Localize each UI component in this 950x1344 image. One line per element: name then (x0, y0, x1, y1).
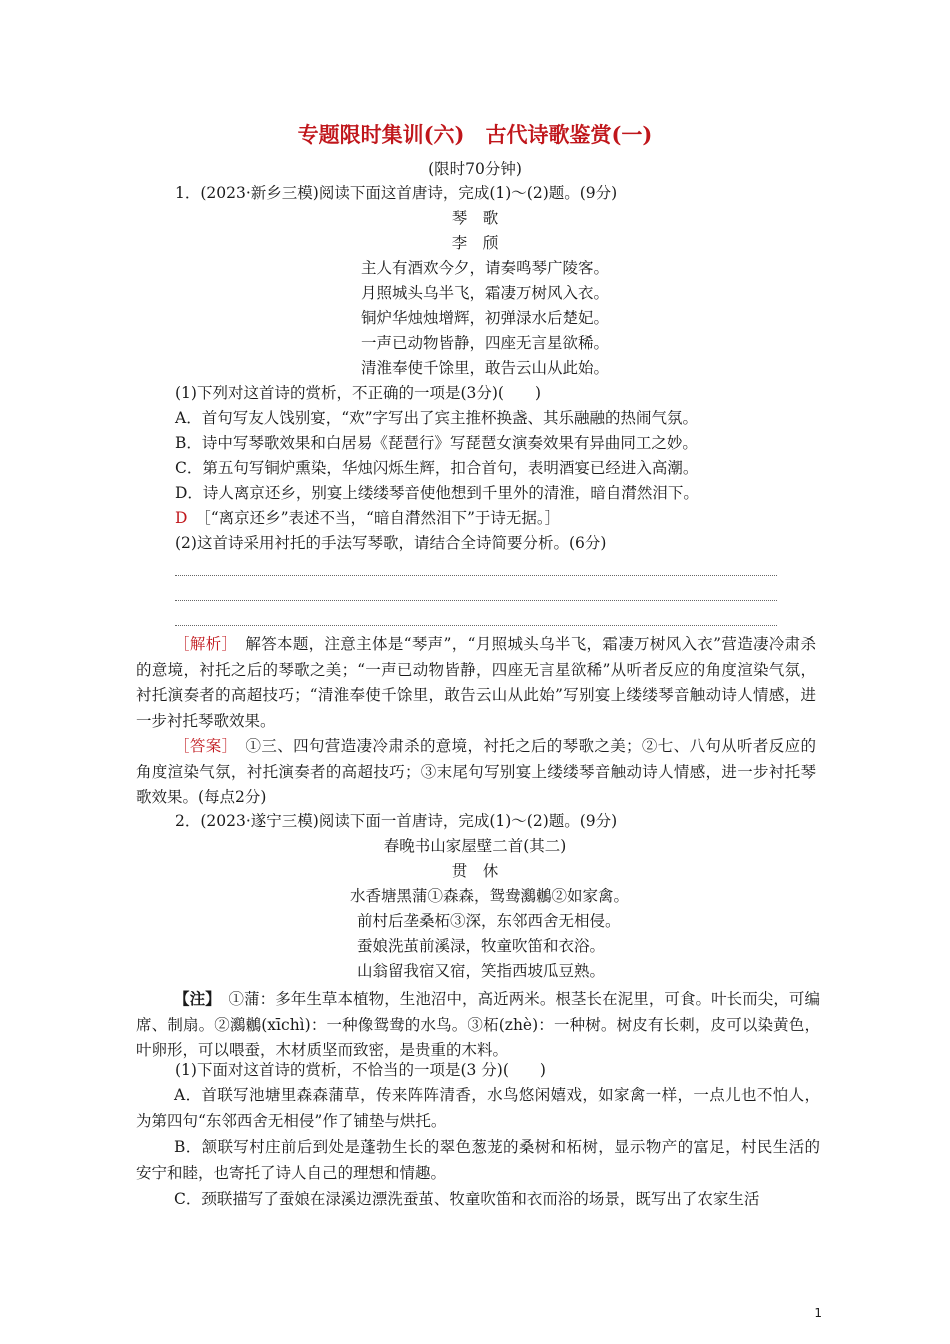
q2-option-c: C．颈联描写了蚕娘在渌溪边漂洗蚕茧、牧童吹笛和衣而浴的场景，既写出了农家生活 (174, 1190, 760, 1208)
q2-poem-author: 贯 休 (451, 862, 499, 880)
note-text: ①蒲：多年生草本植物，生池沼中，高近两米。根茎长在泥里，可食。叶长而尖，可编席、制扇。②鸂鶒(xīchì)：一种像鸳鸯的水鸟。③柘(zhè)：一种树。树皮有长刺，皮可以染黄色，叶卵形，可以喂蚕，木材质坚而致密，是贵重的木料。 (136, 990, 820, 1060)
q1-intro: 1．(2023·新乡三模)阅读下面这首唐诗，完成(1)～(2)题。(9分) (175, 184, 618, 202)
page-title: 专题限时集训(六) 古代诗歌鉴赏(一) (297, 122, 653, 147)
analysis-text: 解答本题，注意主体是“琴声”，“月照城头乌半飞，霜凄万树风入衣”营造凄冷肃杀的意境，衬托之后的琴歌之美；“一声已动物皆静，四座无言星欲稀”从听者反应的角度渲染气氛，衬托演奏者的高超技巧；“清淮奉使千馀里，敢告云山从此始”写别宴上缕缕琴音触动诗人情感，进一步衬托琴歌效果。 (136, 635, 816, 730)
answer-blank-line[interactable] (175, 575, 777, 576)
q2-poem-line: 前村后垄桑柘③深，东邻西舍无相侵。 (357, 912, 621, 930)
q2-option-a: A．首联写池塘里森森蒲草，传来阵阵清香，水鸟悠闲嬉戏，如家禽一样，一点儿也不怕人，为第四句“东邻西舍无相侵”作了铺垫与烘托。 (136, 1086, 820, 1130)
q2-sub1-stem: (1)下面对这首诗的赏析，不恰当的一项是(3 分)( ) (175, 1061, 546, 1079)
q1-option-c: C．第五句写铜炉熏染，华烛闪烁生辉，扣合首句，表明酒宴已经进入高潮。 (175, 459, 699, 477)
q2-intro: 2．(2023·遂宁三模)阅读下面一首唐诗，完成(1)～(2)题。(9分) (175, 812, 618, 830)
time-limit: (限时70分钟) (428, 160, 522, 178)
q2-note (136, 986, 820, 1064)
answer-label: ［答案］ (174, 737, 230, 755)
q1-poem-line: 清淮奉使千馀里，敢告云山从此始。 (361, 359, 610, 377)
answer-text: ①三、四句营造凄冷肃杀的意境，衬托之后的琴歌之美；②七、八句从听者反应的角度渲染气氛，衬托演奏者的高超技巧；③末尾句写别宴上缕缕琴音触动诗人情感，进一步衬托琴歌效果。(每点2分) (136, 737, 816, 807)
q2-poem-line: 山翁留我宿又宿，笑指西坡瓜豆熟。 (357, 962, 606, 980)
q2-poem-title: 春晚书山家屋壁二首(其二) (383, 837, 567, 855)
answer-note: ［“离京还乡”表述不当，“暗自潸然泪下”于诗无据。］ (202, 509, 561, 527)
q1-poem-line: 月照城头乌半飞，霜凄万树风入衣。 (361, 284, 610, 302)
page-number: 1 (814, 1306, 822, 1320)
q2-poem-line: 蚕娘洗茧前溪渌，牧童吹笛和衣浴。 (357, 937, 606, 955)
answer-blank-line[interactable] (175, 600, 777, 601)
q2-option-b: B．颔联写村庄前后到处是蓬勃生长的翠色葱茏的桑树和柘树，显示物产的富足，村民生活的安宁和睦，也寄托了诗人自己的理想和情趣。 (136, 1138, 820, 1182)
q1-sub2-stem: (2)这首诗采用衬托的手法写琴歌，请结合全诗简要分析。(6分) (175, 534, 607, 552)
q1-poem-line: 一声已动物皆静，四座无言星欲稀。 (361, 334, 610, 352)
q1-poem-line: 铜炉华烛烛增辉，初弹渌水后楚妃。 (361, 309, 610, 327)
answer-blank-line[interactable] (175, 625, 777, 626)
q1-sub1-stem: (1)下列对这首诗的赏析，不正确的一项是(3分)( ) (175, 384, 542, 402)
q1-poem-line: 主人有酒欢今夕，请奏鸣琴广陵客。 (361, 259, 610, 277)
q1-poem-author: 李 颀 (451, 234, 499, 252)
q1-analysis (136, 632, 816, 734)
note-label: 【注】 (174, 989, 213, 1008)
q1-poem-title: 琴 歌 (451, 209, 499, 227)
q1-option-a: A．首句写友人饯别宴，“欢”字写出了宾主推杯换盏、其乐融融的热闹气氛。 (175, 409, 699, 427)
q1-option-b: B．诗中写琴歌效果和白居易《琵琶行》写琵琶女演奏效果有异曲同工之妙。 (175, 434, 698, 452)
q2-poem-line: 水香塘黑蒲①森森，鸳鸯鸂鶒②如家禽。 (350, 887, 630, 905)
q1-answer (136, 734, 816, 811)
analysis-label: ［解析］ (174, 635, 230, 653)
q1-sub1-answer (175, 506, 560, 530)
answer-letter: D (175, 509, 188, 527)
q1-option-d: D．诗人离京还乡，别宴上缕缕琴音使他想到千里外的清淮，暗自潸然泪下。 (175, 484, 699, 502)
